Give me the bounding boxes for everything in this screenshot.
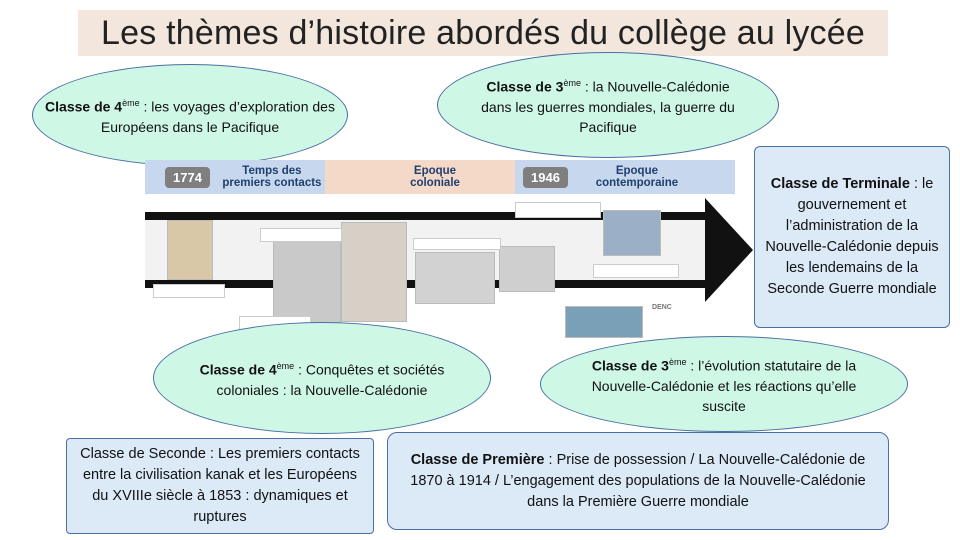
logo-denc: DENC — [652, 304, 672, 311]
period-label: Temps des premiers contacts — [222, 165, 322, 189]
box-4eme-voyages — [32, 64, 348, 166]
theme-text: : Prise de possession / La Nouvelle-Calédonie de 1870 à 1914 / L’engagement des populations de la Nouvelle-Calédonie dans la Première Guerre mondiale — [410, 451, 866, 510]
level-label: Classe de Seconde — [80, 446, 206, 462]
date-1774: 1774 — [165, 167, 210, 188]
theme-text: : les voyages d’exploration des Européens dans le Pacifique — [100, 98, 335, 135]
portrait-image — [341, 222, 407, 322]
box-3eme-evolution — [540, 336, 908, 432]
photo-image — [415, 252, 495, 304]
photo-image — [565, 306, 643, 338]
photo-image — [603, 210, 661, 256]
theme-text: : la Nouvelle-Calédonie dans les guerres mondiales, la guerre du Pacifique — [481, 78, 735, 135]
period-label: Epoque coloniale — [410, 165, 460, 189]
level-label: Classe de 4 — [45, 98, 123, 115]
level-sup: ème — [122, 98, 140, 109]
period-colonial — [395, 160, 475, 194]
caption — [593, 264, 679, 278]
theme-text: : Conquêtes et sociétés coloniales : la Nouvelle-Calédonie — [216, 361, 445, 398]
portrait-image — [167, 220, 213, 280]
page-title: Les thèmes d’histoire abordés du collège au lycée — [101, 13, 865, 52]
level-label: Classe de 3 — [486, 78, 564, 95]
caption — [153, 284, 225, 298]
level-label: Classe de 3 — [591, 357, 669, 374]
box-seconde — [66, 438, 374, 534]
theme-text: : Les premiers contacts entre la civilisation kanak et les Européens du XVIIIe siècle à 1853 : dynamiques et ruptures — [82, 446, 360, 525]
caption — [413, 238, 501, 250]
box-terminale — [754, 146, 950, 328]
level-label: Classe de 4 — [199, 361, 277, 378]
portrait-image — [273, 238, 341, 324]
level-label: Classe de Terminale — [770, 176, 910, 192]
box-premiere — [387, 432, 889, 530]
level-sup: ème — [563, 78, 581, 89]
level-label: Classe de Première — [410, 451, 545, 468]
box-3eme-guerres — [437, 52, 779, 158]
period-contemporary — [523, 160, 733, 194]
title-banner — [78, 10, 888, 56]
theme-text: : le gouvernement et l’administration de la Nouvelle-Calédonie depuis les lendemains de la Seconde Guerre mondiale — [765, 176, 939, 297]
period-first-contacts — [165, 160, 325, 194]
theme-text: : l’évolution statutaire de la Nouvelle-Calédonie et les réactions qu’elle suscite — [591, 357, 857, 414]
caption — [260, 228, 342, 242]
level-sup: ème — [668, 357, 687, 368]
date-1946: 1946 — [523, 167, 568, 188]
photo-image — [499, 246, 555, 292]
level-sup: ème — [276, 361, 295, 372]
period-label: Epoque contemporaine — [595, 165, 679, 189]
box-4eme-conquetes — [153, 322, 491, 434]
caption — [515, 202, 601, 218]
